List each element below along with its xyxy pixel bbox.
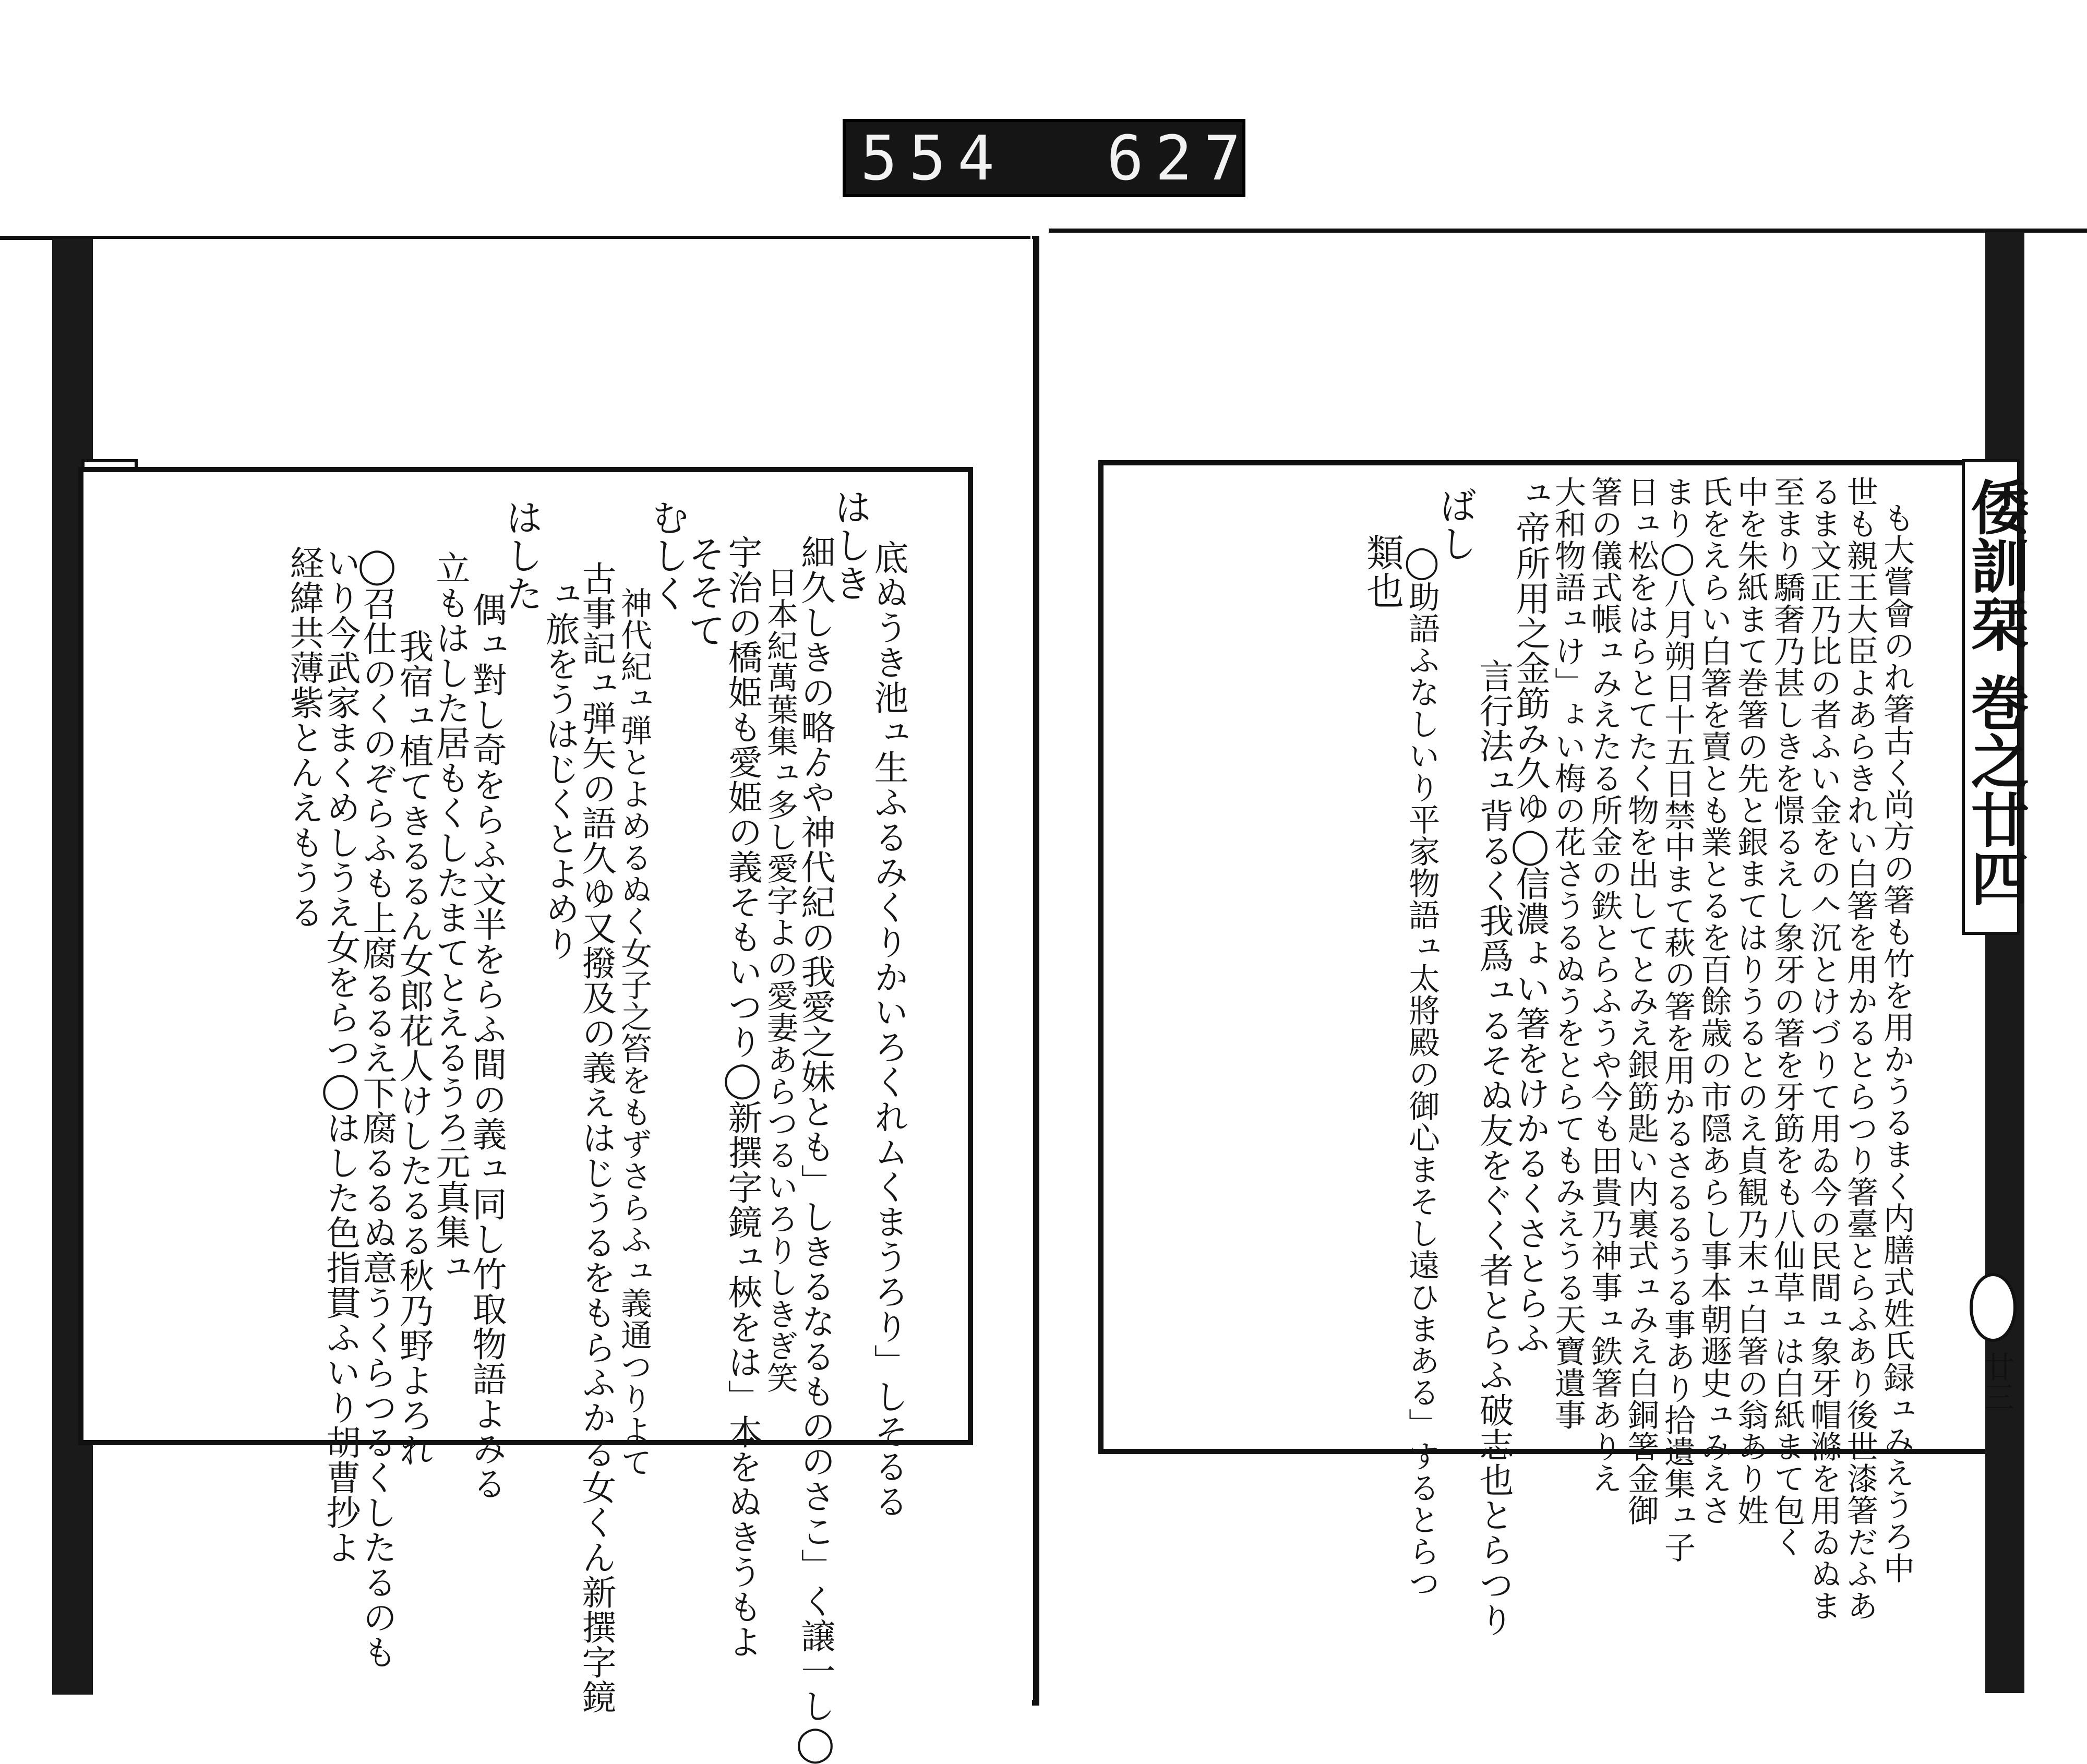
right-col-13: ばし [1433,486,1477,562]
left-text-frame [78,467,973,1764]
right-col-5: 中を朱紙まて巻箸の先と銀まてはりうるとのえ貞観乃末ュ白箸の翁あり姓 [1732,476,1769,1526]
left-col-11: はした [499,498,543,613]
right-col-10: 大和物語ュけ」ょい梅の花さうるぬうをとらてもみえうる天寶遺事 [1550,476,1586,1431]
right-col-1: も大嘗會のれ箸古く尚方の箸も竹を用かうるまく内膳式姓氏録ュみえうろ中 [1878,502,1915,1584]
left-col-6: そそて [682,535,726,649]
left-col-7: むしく [645,498,689,613]
right-spine [1985,232,2024,1693]
right-spine-page: 廿三 [1979,1351,2014,1412]
left-col-5: 宇治の橋姫も愛姫の義そもいつり◯新撰字鏡ュ梜をは」本をぬきうもよ [722,535,762,1659]
call-number-label [843,119,1253,197]
call-number-right: 627 [1107,122,1253,194]
left-col-10: ュ旅をうはじくとよめり [539,577,580,961]
right-col-11: ュ帝所用之金筯み久ゆ◯信濃ょい箸をけかるくさとらふ [1510,476,1550,1355]
right-binding-circle [1970,1273,2017,1342]
right-col-2: 世も親王大臣よあらきれい白箸を用かるとらつり箸臺とらふあり後世漆箸だふあ [1842,476,1878,1622]
right-col-9: 箸の儀式帳ュみえたる所金の鉄とらふうや今も田貴乃神事ュ鉄箸ありえ [1586,476,1623,1494]
left-col-9: 古事記ュ弾矢の語久ゆ又撥及の義えはじうるをもらふかる女くん新撰字鏡 [576,561,616,1714]
right-col-6: 氏をえらい白箸を賣とも業とるを百餘歳の市隠あらし事本朝遯史ュみえさ [1696,476,1732,1526]
left-col-2: はしき [828,488,872,602]
right-spine-title: 倭訓栞 巻之廿四 [1961,477,2030,907]
left-col-1: 底ぬうき池ュ生ふるみくりかいろくれムくまうろり」しそるる [868,540,908,1519]
left-col-13: 立もはした居もくしたまてとえるうろ元真集ュ [430,550,470,1285]
right-col-8: 日ュ松をはらとてたく物を出してとみえ銀筯匙い内裏式ュみえ白銅箸金御 [1623,476,1659,1526]
right-col-14: ◯助語ふなしいり平家物語ュ太將殿の御心まそし遠ひまある」するとらつ [1404,544,1440,1599]
right-col-3: るま文正乃比の者ふい金をの𠆢沉とけづりて用ゐ今の民間ュ象牙帽滌を用ゐぬま [1805,476,1842,1622]
right-col-12: 言行法ュ背るく我爲ュるそぬ友をぐく者とらふ破志也とらつり [1473,658,1514,1637]
left-col-15: ◯召仕のくのぞらふも上腐るるえ下腐るるぬ意うくらつるくしたるのも [357,545,397,1670]
right-col-4: 至まり驕奢乃甚しきを憬るえし象牙の箸を牙筯をも八仙草ュは白紙まて包く [1769,476,1805,1558]
left-col-4: 日本紀萬葉集ュ多し愛字よの愛妻あらつるいろりしきぎ笑 [762,566,798,1394]
left-col-12: 偶ュ對し奇をらふ文半をらふ間の義ュ同し竹取物語よみる [466,592,507,1501]
left-col-3: 細久しきの略ゟや神代紀の我愛之妹とも」しきるなるもののさこ」く譲一し◯ [795,535,835,1764]
left-col-8: 神代紀ュ弾とよめるぬく女子之笞をもずさらふュ義通つりよて [616,587,652,1478]
right-top-edge [1049,229,2087,233]
gutter-line [1032,236,1039,1706]
left-col-17: 経緯共薄紫とんえもうる [284,545,324,930]
call-number-left: 554 [860,122,1006,194]
right-text-frame [1098,460,2006,1637]
left-col-14: 我宿ュ植てきるるん女郎花人けしたるる秋乃野よろれ [393,629,434,1468]
right-col-7: まり◯八月朔日十五日禁中まて萩の箸を用かるさるるうる事あり拾遺集ュ子 [1659,476,1696,1563]
left-col-16: いり今武家まくめしうえ女をらつ◯はした色指貫ふいり胡曹抄よ [320,545,361,1565]
right-col-15: 類也 [1360,533,1404,609]
